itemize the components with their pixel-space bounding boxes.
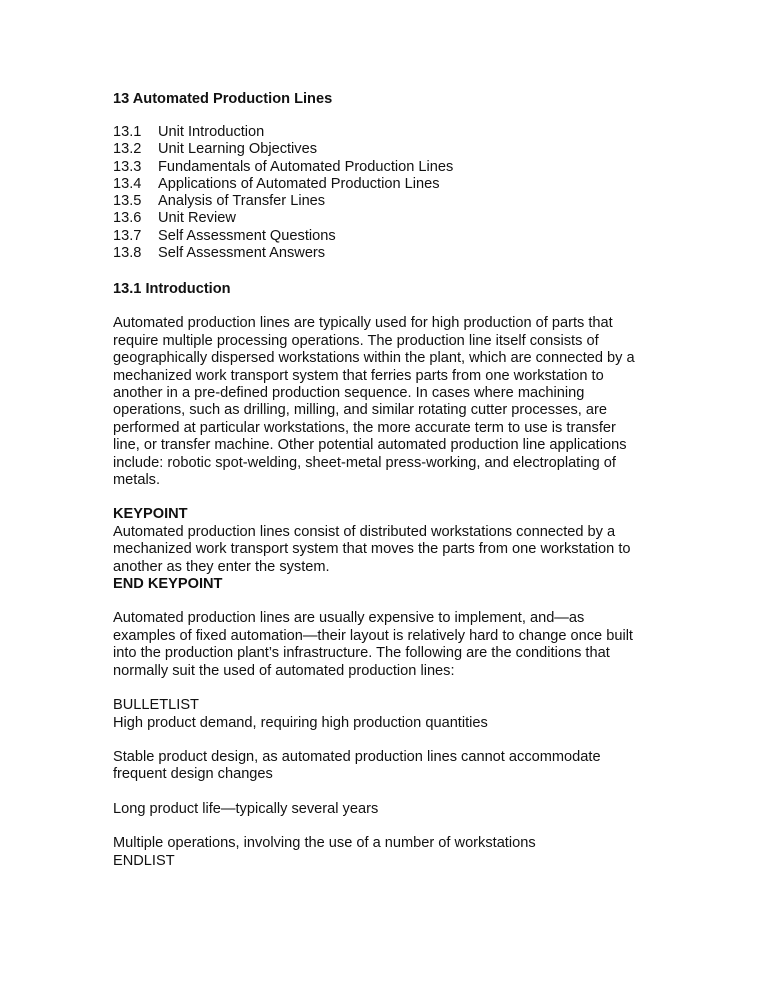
text-line: metals. [113,472,161,489]
toc-number: 13.5 [113,193,142,210]
text-line: into the production plant’s infrastructure. The following are the conditions that [113,645,610,662]
text-line: mechanized work transport system that moves the parts from one workstation to [113,541,631,558]
text-line: another in a pre-defined production sequence. In cases where machining [113,385,585,401]
toc-row [113,159,658,176]
list-item [113,801,658,818]
text-line: Multiple operations, involving the use of a number of workstations [113,835,536,852]
bulletlist-label: BULLETLIST [113,697,199,714]
toc-number: 13.7 [113,227,142,244]
toc-number: 13.4 [113,175,142,192]
document-page [113,90,658,870]
section-heading: 13.1 Introduction [113,281,231,298]
keypoint-block [113,506,658,593]
toc-title: Self Assessment Questions [158,227,336,244]
bullet-list [113,697,658,870]
text-line: line, or transfer machine. Other potential automated production line applications [113,437,627,454]
text-line: normally suit the used of automated production lines: [113,662,455,679]
toc-number: 13.1 [113,124,142,140]
text-line: Automated production lines are usually expensive to implement, and—as [113,610,585,627]
toc-title: Self Assessment Answers [158,245,326,262]
toc-row [113,141,658,158]
intro-paragraph [113,315,658,489]
table-of-contents [113,124,658,262]
toc-title: Unit Introduction [158,124,265,140]
toc-row [113,245,658,262]
end-keypoint-label: END KEYPOINT [113,576,223,593]
text-line: examples of fixed automation—their layout is relatively hard to change once built [113,627,633,644]
toc-number: 13.6 [113,210,142,227]
list-item [113,749,658,784]
text-line: performed at particular workstations, the more accurate term to use is transfer [113,419,616,436]
toc-title: Analysis of Transfer Lines [158,193,326,210]
toc-title: Unit Review [158,210,236,227]
toc-row [113,193,658,210]
toc-number: 13.3 [113,158,142,175]
endlist-label: ENDLIST [113,852,175,869]
toc-row [113,228,658,245]
text-line: Automated production lines consist of distributed workstations connected by a [113,523,616,540]
list-item [113,835,658,870]
text-line: Stable product design, as automated production lines cannot accommodate [113,748,601,765]
toc-row [113,176,658,193]
list-item: High product demand, requiring high production quantities [113,714,488,731]
text-line: Long product life—typically several years [113,800,379,817]
text-line: include: robotic spot-welding, sheet-metal press-working, and electroplating of [113,454,616,471]
toc-row [113,210,658,227]
text-line: another as they enter the system. [113,558,330,575]
toc-title: Applications of Automated Production Lines [158,175,440,192]
text-line: frequent design changes [113,766,273,783]
text-line: mechanized work transport system that ferries parts from one workstation to [113,367,604,384]
toc-row [113,124,658,141]
toc-number: 13.8 [113,245,142,262]
text-line: require multiple processing operations. The production line itself consists of [113,332,599,349]
conditions-paragraph [113,610,658,680]
chapter-title: 13 Automated Production Lines [113,91,333,107]
text-line: Automated production lines are typically used for high production of parts that [113,315,613,332]
toc-number: 13.2 [113,141,142,158]
text-line: operations, such as drilling, milling, and similar rotating cutter processes, are [113,402,607,419]
text-line: geographically dispersed workstations within the plant, which are connected by a [113,350,635,367]
toc-title: Fundamentals of Automated Production Lines [158,158,454,175]
keypoint-label: KEYPOINT [113,506,188,523]
toc-title: Unit Learning Objectives [158,141,317,158]
